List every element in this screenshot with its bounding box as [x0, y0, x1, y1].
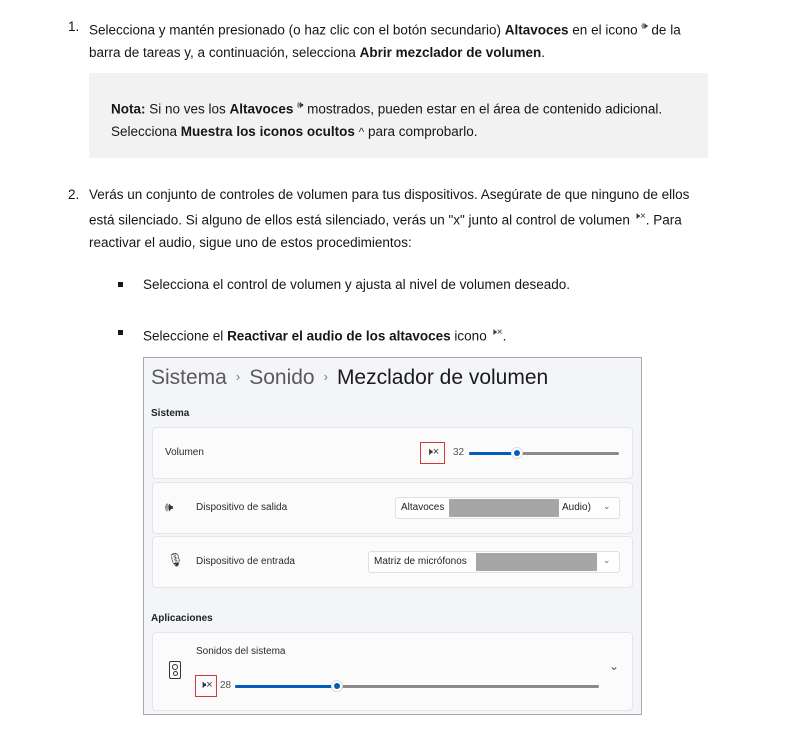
expand-chevron-icon[interactable]: ⌄ — [609, 659, 620, 673]
app-volume-value: 28 — [220, 680, 232, 691]
note-box: Nota: Si no ves los Altavoces 🕪 mostrados, pueden estar en el área de contenido adicional. Selecciona Muestra los iconos ocultos ^ para comprobarlo. — [89, 73, 708, 158]
volume-label: Volumen — [165, 447, 204, 458]
output-device-dropdown[interactable]: Altavoces Audio) ⌄ — [395, 497, 620, 519]
speaker-muted-icon: 🕨× — [425, 446, 440, 458]
volume-mixer-screenshot — [143, 357, 642, 715]
volume-slider-fill — [469, 452, 517, 455]
speaker-device-icon — [169, 661, 181, 679]
chevron-right-icon: › — [323, 369, 328, 384]
volume-card — [152, 427, 633, 479]
bullet-marker — [118, 282, 123, 287]
note-label: Nota: — [111, 101, 146, 117]
chevron-down-icon: ⌄ — [603, 501, 611, 511]
section-aplicaciones: Aplicaciones — [151, 613, 213, 624]
bullet-marker — [118, 330, 123, 335]
app-mute-button[interactable] — [195, 675, 217, 697]
step-number: 2. — [68, 187, 80, 202]
speaker-icon: 🕪 — [165, 499, 174, 514]
chevron-down-icon: ⌄ — [603, 555, 611, 565]
speaker-icon: 🕪 — [641, 21, 648, 32]
speaker-muted-icon: 🕨× — [490, 327, 503, 338]
input-device-dropdown[interactable]: Matriz de micrófonos ⌄ — [368, 551, 620, 573]
app-volume-slider-thumb[interactable] — [331, 680, 343, 692]
speaker-muted-icon: 🕨× — [199, 679, 213, 691]
app-volume-slider-fill — [235, 685, 337, 688]
step-number: 1. — [68, 19, 80, 34]
bold-abrir-mezclador: Abrir mezclador de volumen — [359, 44, 542, 60]
speaker-muted-icon: 🕨× — [633, 211, 646, 222]
mute-button[interactable] — [420, 442, 445, 464]
speaker-icon: 🕪 — [297, 100, 304, 111]
page-title: Mezclador de volumen — [336, 366, 549, 389]
volume-slider-thumb[interactable] — [511, 447, 523, 459]
breadcrumb-sistema: Sistema — [151, 366, 227, 389]
step-text: Selecciona y mantén presionado (o haz clic con el botón secundario) Altavoces en el icono 🕪 de la barra de tareas y, a continuación, selecciona Abrir mezclador de volumen. — [89, 21, 681, 60]
breadcrumb-sonido: Sonido — [249, 366, 315, 389]
bold-altavoces: Altavoces — [504, 22, 569, 38]
app-name: Sonidos del sistema — [196, 646, 286, 657]
output-device-label: Dispositivo de salida — [196, 502, 288, 513]
volume-value: 32 — [453, 447, 465, 458]
breadcrumb — [151, 366, 548, 390]
chevron-right-icon: › — [235, 369, 241, 384]
redacted-block — [449, 499, 559, 517]
volume-slider[interactable] — [469, 452, 619, 455]
caret-up-icon: ^ — [358, 124, 365, 139]
redacted-block — [476, 553, 597, 571]
input-device-card — [152, 536, 633, 588]
step-text: Verás un conjunto de controles de volumen para tus dispositivos. Asegúrate de que ninguno de ellos está silenciado. Si alguno de ellos está silenciado, verás un "x" junto al control de volumen 🕨×. Para reactivar el audio, sigue uno de estos procedimientos: — [89, 187, 690, 250]
app-volume-slider[interactable] — [235, 685, 599, 688]
microphone-icon: 🎙︎ — [167, 552, 184, 567]
section-sistema: Sistema — [151, 408, 190, 419]
app-card-system-sounds — [152, 632, 633, 711]
output-device-card — [152, 482, 633, 534]
input-device-label: Dispositivo de entrada — [196, 556, 295, 567]
